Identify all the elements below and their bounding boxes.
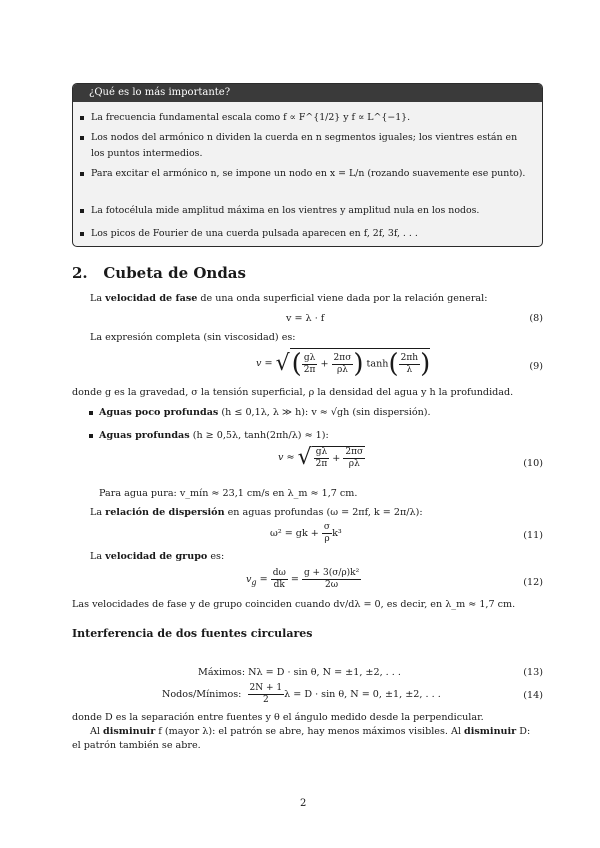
bullet-icon [89,411,93,415]
paragraph: Al disminuir f (mayor λ): el patrón se abre, hay menos máximos visibles. Al disminuir D: [90,726,531,737]
equation-10: v ≈ √ $\frac{g\lambda}{2\pi}$ + $\frac{2\pi\sigma}{\rho\lambda}$ [278,445,364,470]
paragraph: donde g es la gravedad, σ la tensión superficial, ρ la densidad del agua y h la profundidad. [72,387,514,398]
equation-9: v = √( $\frac{g\lambda}{2\pi}$ + $\frac{2\pi\sigma}{\rho\lambda}$ ) tanh( $\frac{2\pi h}{\lambda}$ ) [256,349,431,379]
eq-number: (11) [523,530,543,541]
summary-box-title: ¿Qué es lo más importante? [73,84,542,102]
summary-item: Para excitar el armónico n, se impone un nodo en x = L/n (rozando suavemente ese punto). [91,166,531,182]
summary-item: La fotocélula mide amplitud máxima en los vientres y amplitud nula en los nodos. [91,203,531,219]
eq-number: (9) [529,361,543,372]
equation-8: v = λ · f [286,313,325,324]
eq-number: (13) [523,667,543,678]
equation-14: Nodos/Mínimos: $\frac{2N + 1}{2}$ λ = D · sin θ, N = 0, ±1, ±2, . . . [162,683,441,705]
bullet-icon [80,116,84,120]
paragraph: La relación de dispersión en aguas profundas (ω = 2πf, k = 2π/λ): [90,507,423,518]
summary-item: Los nodos del armónico n dividen la cuerda en n segmentos iguales; los vientres están en los puntos intermedios. [91,130,531,162]
bullet-icon [89,434,93,438]
bullet-icon [80,232,84,236]
summary-item: La frecuencia fundamental escala como f ∝ F^{1/2} y f ∝ L^{−1}. [91,110,531,126]
eq-number: (12) [523,577,543,588]
paragraph: Para agua pura: v_mín ≈ 23,1 cm/s en λ_m ≈ 1,7 cm. [99,488,358,499]
eq-number: (14) [523,690,543,701]
summary-item: Los picos de Fourier de una cuerda pulsada aparecen en f, 2f, 3f, . . . [91,226,531,242]
equation-11: ω² = gk + $\frac{\sigma}{\rho}$ k³ [270,522,342,544]
section-heading: 2. Cubeta de Ondas [72,264,246,282]
list-item: Aguas profundas (h ≥ 0,5λ, tanh(2πh/λ) ≈ 1): [99,429,329,443]
paragraph: donde D es la separación entre fuentes y θ el ángulo medido desde la perpendicular. [72,712,484,723]
page-number: 2 [300,798,307,809]
paragraph: La velocidad de fase de una onda superficial viene dada por la relación general: [90,293,488,304]
equation-13: Máximos: Nλ = D · sin θ, N = ±1, ±2, . . . [198,667,401,678]
eq-number: (10) [523,458,543,469]
equation-12: $v_g$ = $\frac{d\omega}{dk}$ = $\frac{\text{g + 3(σ/ρ)k²}}{2\omega}$ [246,568,360,590]
eq-number: (8) [529,313,543,324]
list-item: Aguas poco profundas (h ≤ 0,1λ, λ ≫ h): v ≈ √gh (sin dispersión). [99,406,431,420]
subsection-heading: Interferencia de dos fuentes circulares [72,627,313,640]
bullet-icon [80,172,84,176]
bullet-icon [80,136,84,140]
paragraph: La expresión completa (sin viscosidad) es: [90,332,296,343]
summary-box [72,83,543,247]
bullet-icon [80,209,84,213]
paragraph: el patrón también se abre. [72,740,201,751]
paragraph: Las velocidades de fase y de grupo coinciden cuando dv/dλ = 0, es decir, en λ_m ≈ 1,7 cm. [72,599,516,610]
paragraph: La velocidad de grupo es: [90,551,225,562]
